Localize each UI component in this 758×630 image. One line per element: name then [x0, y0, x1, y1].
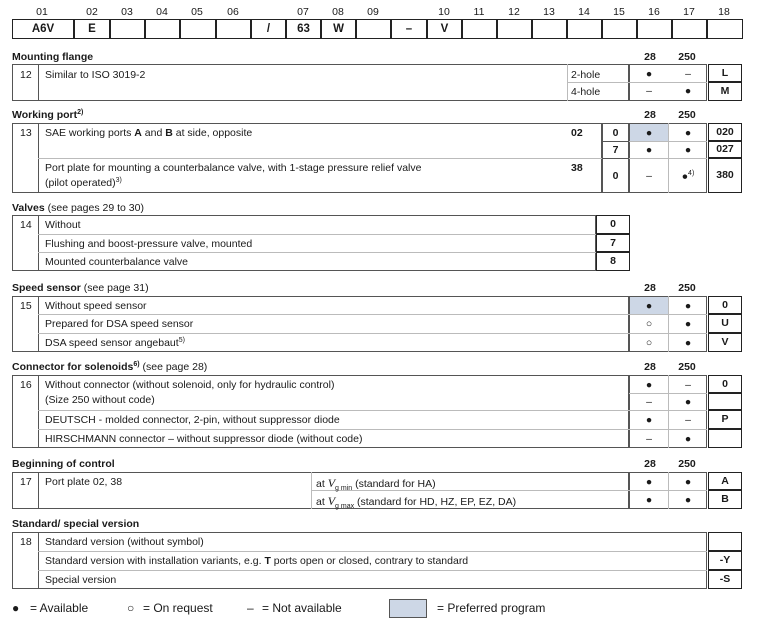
order-code: M [708, 82, 742, 101]
availability-250: ● [684, 337, 692, 349]
row-description: DSA speed sensor angebaut$^{5)}$ [45, 337, 185, 349]
pos-14: 14 [578, 6, 590, 18]
pos-09: 09 [367, 6, 379, 18]
col-header-250: 250 [678, 51, 696, 63]
pos-07: 07 [297, 6, 309, 18]
section-title: Valves (see pages 29 to 30) [12, 202, 144, 214]
code-sep-1: / [251, 19, 286, 39]
code-02: E [74, 19, 110, 39]
section-title: Speed sensor (see page 31) [12, 282, 149, 294]
availability-250: – [685, 379, 691, 391]
row-description: Port plate for mounting a counterbalance valve, with 1-stage pressure relief valve [45, 162, 422, 174]
order-code-empty [708, 429, 742, 448]
row-description: Port plate 02, 38 [45, 476, 123, 488]
order-code: V [708, 333, 742, 352]
code-16 [637, 19, 672, 39]
code-sep-2: – [391, 19, 427, 39]
col-header-28: 28 [644, 458, 656, 470]
row-description: Prepared for DSA speed sensor [45, 318, 194, 330]
col-header-250: 250 [678, 458, 696, 470]
row-number: 13 [20, 127, 32, 139]
code-11 [462, 19, 497, 39]
pos-13: 13 [543, 6, 555, 18]
availability-28: ○ [645, 337, 653, 349]
code-14 [567, 19, 602, 39]
pos-06: 06 [227, 6, 239, 18]
row-description: Standard version with installation variants, e.g. T ports open or closed, contrary to standard [45, 555, 469, 567]
option-label: 2-hole [571, 69, 601, 81]
code-15 [602, 19, 637, 39]
order-code: U [708, 314, 742, 333]
port-code: 02 [571, 127, 583, 139]
col-header-28: 28 [644, 282, 656, 294]
row-number: 15 [20, 300, 32, 312]
available-label: = Available [30, 601, 89, 615]
availability-250: ● [684, 433, 692, 445]
availability-250: ● [684, 144, 692, 156]
availability-28: ● [645, 476, 653, 488]
availability-28: ● [645, 68, 653, 80]
order-code: L [708, 64, 742, 82]
pos-12: 12 [508, 6, 520, 18]
order-code: 0 [708, 296, 742, 314]
code-18 [707, 19, 743, 39]
code-06 [216, 19, 251, 39]
code-12 [497, 19, 532, 39]
order-code-empty [708, 532, 742, 551]
preferred-swatch [389, 599, 427, 618]
availability-250: ● [684, 476, 692, 488]
availability-250: ●$^{4)}$ [681, 170, 695, 183]
order-code: 7 [596, 234, 630, 252]
pos-11: 11 [473, 6, 485, 18]
option-label: 4-hole [571, 86, 601, 98]
row-number: 18 [20, 536, 32, 548]
pos-03: 03 [121, 6, 133, 18]
order-code: P [708, 410, 742, 429]
section-title: Mounting flange [12, 51, 94, 63]
order-code: 0 [708, 375, 742, 393]
availability-28: – [646, 396, 652, 408]
code-08: W [321, 19, 356, 39]
availability-250: ● [684, 300, 692, 312]
row-number: 12 [20, 69, 32, 81]
not-available-symbol: – [247, 601, 254, 615]
pos-04: 04 [156, 6, 168, 18]
order-code: 8 [596, 252, 630, 271]
row-description: DEUTSCH - molded connector, 2-pin, without suppressor diode [45, 414, 340, 426]
row-description: Without speed sensor [45, 300, 147, 312]
availability-250: ● [684, 494, 692, 506]
col-header-250: 250 [678, 282, 696, 294]
row-description: Without connector (without solenoid, only for hydraulic control) [45, 379, 335, 391]
availability-28: ● [645, 144, 653, 156]
code-05 [180, 19, 216, 39]
pos-18: 18 [718, 6, 730, 18]
code-13 [532, 19, 567, 39]
availability-28: – [646, 433, 652, 445]
order-code: A [708, 472, 742, 490]
pos-01: 01 [36, 6, 48, 18]
order-code: 380 [708, 158, 742, 193]
pos-05: 05 [191, 6, 203, 18]
availability-28: – [646, 170, 652, 182]
col-header-28: 28 [644, 51, 656, 63]
col-header-250: 250 [678, 109, 696, 121]
availability-28: ● [645, 300, 653, 312]
availability-28: ● [645, 414, 653, 426]
row-description: Without [45, 219, 81, 231]
preferred-label: = Preferred program [437, 601, 546, 615]
code-01: A6V [12, 19, 74, 39]
col-header-250: 250 [678, 361, 696, 373]
option-label: at $V_{g max}$ (standard for HD, HZ, EP, EZ, DA) [316, 494, 517, 511]
order-code: -Y [708, 551, 742, 570]
code-10: V [427, 19, 462, 39]
pos-15: 15 [613, 6, 625, 18]
not-available-label: = Not available [262, 601, 342, 615]
row-number: 17 [20, 476, 32, 488]
available-symbol: ● [12, 601, 20, 615]
col-header-28: 28 [644, 361, 656, 373]
pos-10: 10 [438, 6, 450, 18]
availability-250: – [685, 68, 691, 80]
availability-250: ● [684, 127, 692, 139]
section-title: Standard/ special version [12, 518, 140, 530]
order-code-empty [708, 393, 742, 410]
code-17 [672, 19, 707, 39]
code-04 [145, 19, 180, 39]
order-code: 027 [708, 141, 742, 158]
valve-code: 0 [612, 127, 619, 139]
section-title: Connector for solenoids$^{6)}$ (see page 28) [12, 361, 208, 373]
pos-16: 16 [648, 6, 660, 18]
availability-28: ● [645, 494, 653, 506]
row-description: Mounted counterbalance valve [45, 256, 189, 268]
on-request-symbol: ○ [127, 601, 135, 615]
row-number: 16 [20, 379, 32, 391]
order-code: B [708, 490, 742, 509]
availability-250: ● [684, 318, 692, 330]
option-label: at $V_{g min}$ (standard for HA) [316, 476, 436, 493]
availability-28: – [646, 85, 652, 97]
availability-28: ● [645, 127, 653, 139]
code-03 [110, 19, 145, 39]
availability-250: ● [684, 85, 692, 97]
row-description: Flushing and boost-pressure valve, mounted [45, 238, 253, 250]
order-code: -S [708, 570, 742, 589]
order-code: 0 [596, 215, 630, 234]
on-request-label: = On request [143, 601, 213, 615]
code-07: 63 [286, 19, 321, 39]
row-description: SAE working ports A and B at side, opposite [45, 127, 253, 139]
row-description: (pilot operated)$^{3)}$ [45, 177, 122, 189]
row-number: 14 [20, 219, 32, 231]
code-09 [356, 19, 391, 39]
availability-28: ● [645, 379, 653, 391]
section-title: Working port$^{2)}$ [12, 109, 84, 121]
row-description: (Size 250 without code) [45, 394, 155, 406]
row-description: HIRSCHMANN connector – without suppressor diode (without code) [45, 433, 363, 445]
availability-250: – [685, 414, 691, 426]
row-description: Standard version (without symbol) [45, 536, 204, 548]
port-code: 38 [571, 162, 583, 174]
pos-08: 08 [332, 6, 344, 18]
valve-code: 7 [612, 144, 619, 156]
valve-code: 0 [612, 170, 619, 182]
col-header-28: 28 [644, 109, 656, 121]
pos-02: 02 [86, 6, 98, 18]
section-title: Beginning of control [12, 458, 115, 470]
availability-28: ○ [645, 318, 653, 330]
pos-17: 17 [683, 6, 695, 18]
row-description: Similar to ISO 3019-2 [45, 69, 146, 81]
order-code: 020 [708, 123, 742, 141]
row-description: Special version [45, 574, 117, 586]
availability-250: ● [684, 396, 692, 408]
